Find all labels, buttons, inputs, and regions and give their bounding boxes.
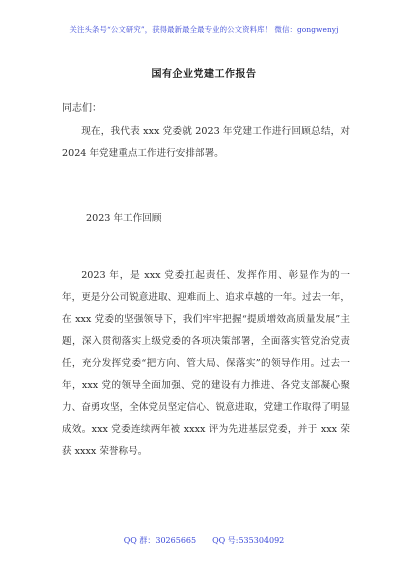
salutation: 同志们： bbox=[62, 103, 102, 114]
document-title: 国有企业党建工作报告 bbox=[151, 69, 257, 80]
header-promo-banner[interactable]: 关注头条号“公文研究”，获得最新最全最专业的公文资料库！ 微信：gongwenyj bbox=[69, 25, 339, 34]
footer-contact bbox=[0, 535, 408, 546]
review-paragraph: 2023 年，是 xxx 党委扛起责任、发挥作用、彰显作为的一年，更是分公司锐意进取、迎难而上、追求卓越的一年。过去一年，在 xxx 党委的坚强领导下，我们牢牢把握“提质增效高质量发展”主题，深入贯彻落实上级党委的各项决策部署，全面落实管党治党责任，充分发挥党委“把方向、管大局、保落实”的领导作用。过去一年，xxx 党的领导全面加强、党的建设有力推进、各党支部凝心聚力、奋勇攻坚，全体党员坚定信心、锐意进取，党建工作取得了明显成效。xxx 党委连续两年被 xxxx 评为先进基层党委，并于 xxx 荣获 xxxx 荣誉称号。 bbox=[62, 270, 350, 457]
section-heading: 2023 年工作回顾 bbox=[86, 213, 162, 224]
footer-qq-group[interactable]: QQ 群：30265665 bbox=[123, 536, 197, 545]
intro-paragraph: 现在，我代表 xxx 党委就 2023 年党建工作进行回顾总结，对 2024 年党建重点工作进行安排部署。 bbox=[62, 126, 350, 159]
footer-qq-number[interactable]: QQ 号:535304092 bbox=[212, 536, 285, 545]
